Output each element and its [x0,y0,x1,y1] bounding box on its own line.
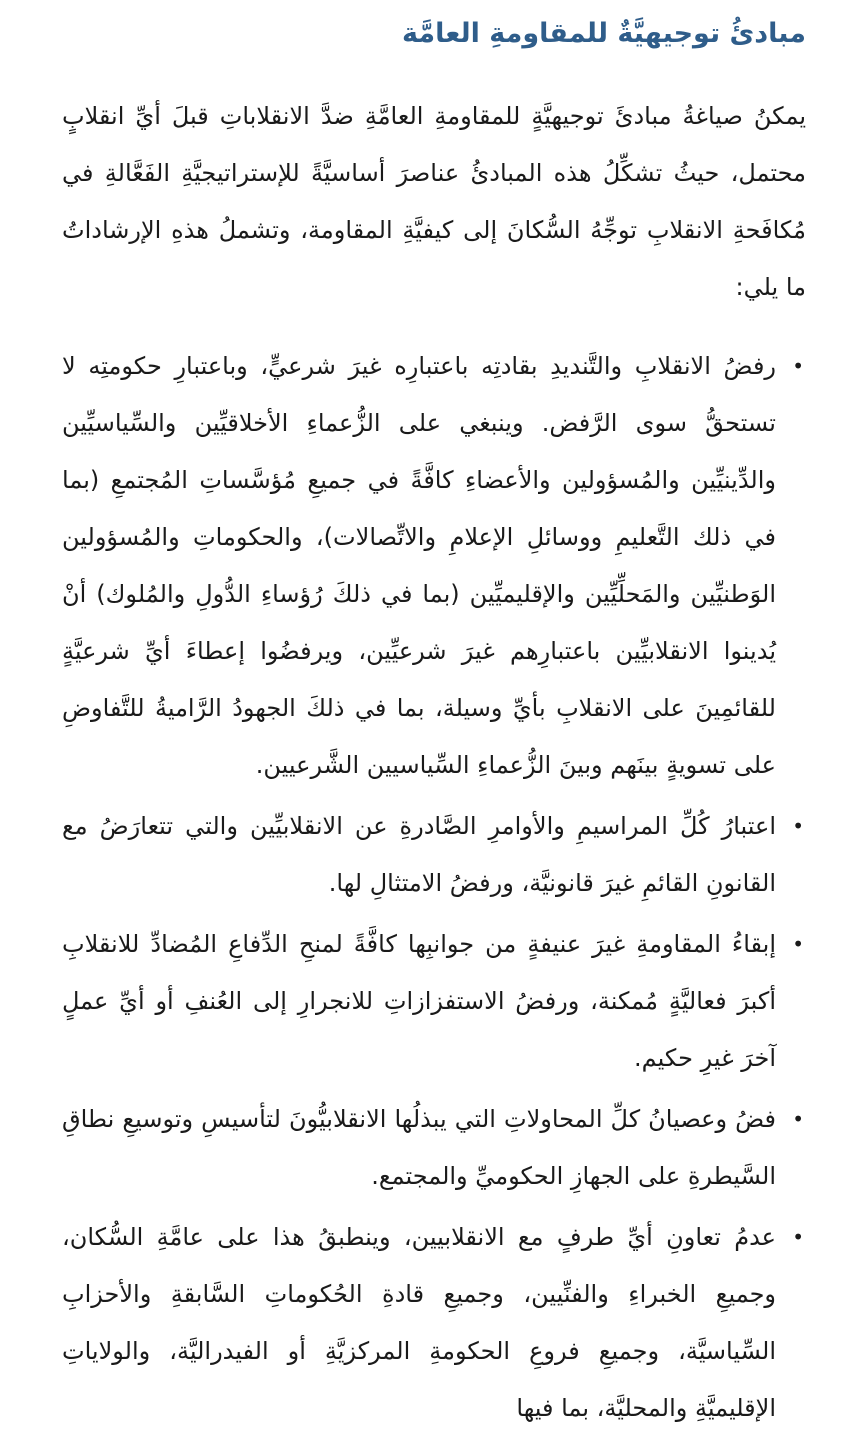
guideline-item [62,1209,806,1437]
intro-paragraph: يمكنُ صياغةُ مبادئَ توجيهيَّةٍ للمقاومةِ العامَّةِ ضدَّ الانقلاباتِ قبلَ أيِّ انقلابٍ محتمل، حيثُ تشكِّلُ هذه المبادئُ عناصرَ أساسيَّةً للإستراتيجيَّةِ الفَعَّالةِ في مُكافَحةِ الانقلابِ توجِّهُ السُّكانَ إلى كيفيَّةِ المقاومة، وتشملُ هذهِ الإرشاداتُ ما يلي: [62,102,806,301]
bullet-icon: • [792,1107,804,1131]
bullet-icon: • [792,932,804,956]
bullet-icon: • [792,354,804,378]
guideline-item [62,1091,806,1205]
guideline-item [62,798,806,912]
section-heading: مبادئُ توجيهيَّةٌ للمقاومةِ العامَّة [401,18,806,49]
guideline-text: إبقاءُ المقاومةِ غيرَ عنيفةٍ من جوانبِها كافَّةً لمنحِ الدِّفاعِ المُضادِّ للانقلابِ أكبرَ فعاليَّةٍ مُمكنة، ورفضُ الاستفزازاتِ للانجرارِ إلى العُنفِ أو أيِّ عملٍ آخرَ غيرِ حكيم. [62,930,776,1072]
bullet-icon: • [792,814,804,838]
guideline-text: اعتبارُ كُلِّ المراسيمِ والأوامرِ الصَّادرةِ عن الانقلابيِّين والتي تتعارَضُ مع القانونِ القائمِ غيرَ قانونيَّة، ورفضُ الامتثالِ لها. [62,812,776,897]
guideline-text: رفضُ الانقلابِ والتَّنديدِ بقادتِه باعتبارِه غيرَ شرعيٍّ، وباعتبارِ حكومتِه لا تستحقُّ سوى الرَّفض. وينبغي على الزُّعماءِ الأخلاقيِّين والسِّياسيِّين والدِّينيِّين والمُسؤولين والأعضاءِ كافَّةً في جميعِ مُؤسَّساتِ المُجتمعِ (بما في ذلك التَّعليمِ ووسائلِ الإعلامِ والاتِّصالات)، والحكوماتِ والمُسؤولين الوَطنيِّين والمَحلِّيِّين والإقليميِّين (بما في ذلكَ رُؤساءِ الدُّولِ والمُلوك) أنْ يُدينوا الانقلابيِّين باعتبارِهم غيرَ شرعيِّين، ويرفضُوا إعطاءَ أيِّ شرعيَّةٍ للقائمِينَ على الانقلابِ بأيِّ وسيلة، بما في ذلكَ الجهودُ الرَّاميةُ للتَّفاوضِ على تسويةٍ بينَهم وبينَ الزُّعماءِ السِّياسيين الشَّرعيين. [62,352,776,779]
guideline-text: عدمُ تعاونِ أيِّ طرفٍ مع الانقلابيين، وينطبقُ هذا على عامَّةِ السُّكان، وجميعِ الخبراءِ والفنِّيين، وجميعِ قادةِ الحُكوماتِ السَّابقةِ والأحزابِ السِّياسيَّة، وجميعِ فروعِ الحكومةِ المركزيَّةِ أو الفيدراليَّة، والولاياتِ الإقليميَّةِ والمحليَّة، بما فيها [62,1223,776,1422]
guideline-item [62,916,806,1087]
guideline-item [62,338,806,794]
guidelines-list [62,338,806,1437]
bullet-icon: • [792,1225,804,1249]
guideline-text: فضُ وعصيانُ كلِّ المحاولاتِ التي يبذلُها الانقلابيُّونَ لتأسيسِ وتوسيعِ نطاقِ السَّيطرةِ على الجهازِ الحكوميِّ والمجتمع. [62,1105,776,1190]
